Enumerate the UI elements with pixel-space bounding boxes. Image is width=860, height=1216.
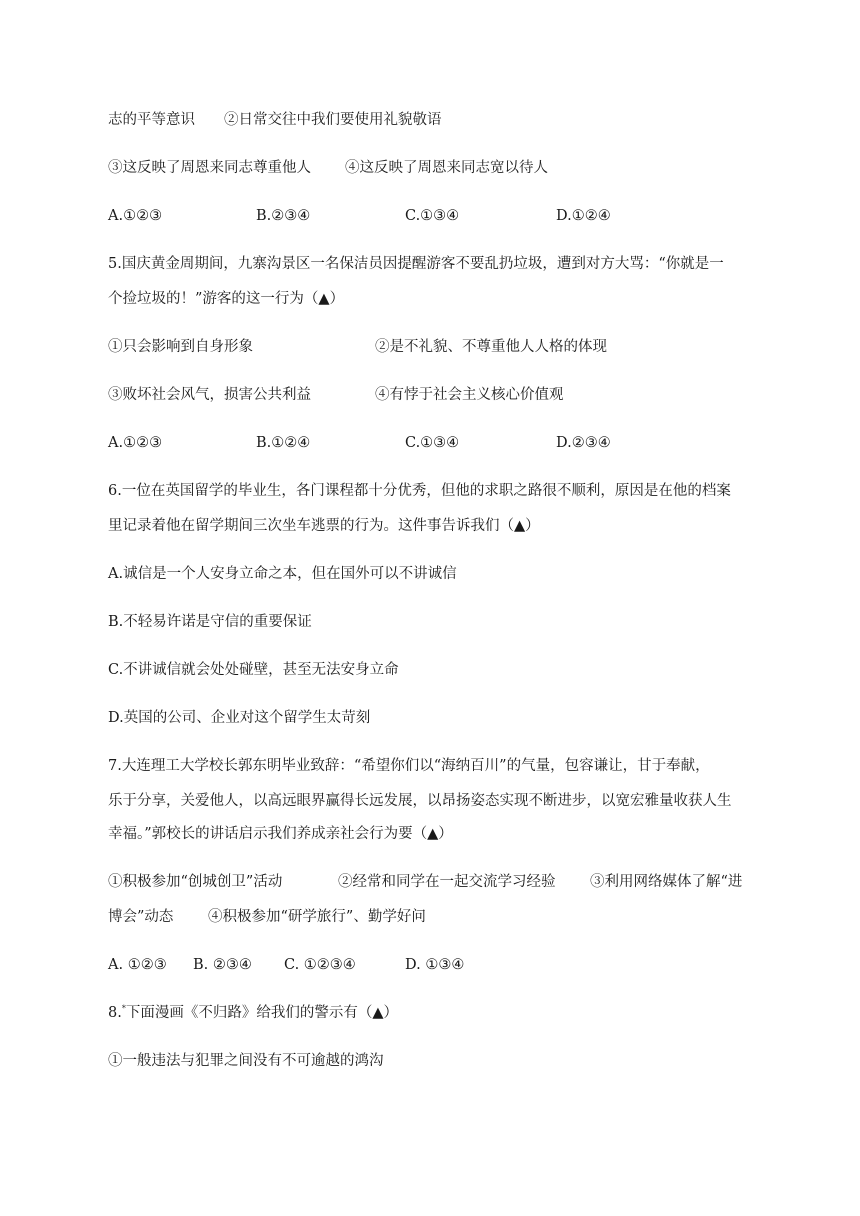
q6-option-b: B.不轻易许诺是守信的重要保证 (108, 614, 312, 630)
q5-option-c: C.①③④ (405, 435, 460, 451)
q5-items-line-2 (108, 385, 564, 405)
q5-stem-line-2: 个捡垃圾的！”游客的这一行为（▲） (108, 291, 345, 307)
q6-option-c: C.不讲诚信就会处处碰壁，甚至无法安身立命 (108, 662, 399, 678)
q7-option-a: A. ①②③ (108, 957, 167, 973)
q5-item-2: ②是不礼貌、不尊重他人人格的体现 (375, 339, 607, 355)
q6-option-a: A.诚信是一个人安身立命之本，但在国外可以不讲诚信 (108, 566, 457, 582)
q5-item-1: ①只会影响到自身形象 (108, 339, 253, 355)
q5-option-a: A.①②③ (108, 435, 163, 451)
q5-stem-line-1: 5.国庆黄金周期间，九寨沟景区一名保洁员因提醒游客不要乱扔垃圾，遭到对方大骂：“你就是一 (108, 256, 724, 272)
q7-item-2: ②经常和同学在一起交流学习经验 (338, 874, 556, 890)
q5-items-line-1 (108, 337, 607, 357)
q4-item-2: ②日常交往中我们要使用礼貌敬语 (224, 112, 442, 128)
q7-stem-line-2: 乐于分享，关爱他人，以高远眼界赢得长远发展，以昂扬姿态实现不断进步，以宽宏雅量收获人生 (108, 793, 732, 809)
q7-option-c: C. ①②③④ (284, 957, 356, 973)
q5-option-d: D.②③④ (556, 435, 611, 451)
q4-option-c: C.①③④ (405, 208, 460, 224)
q7-items-line-1 (108, 872, 743, 892)
q4-items-line-1 (108, 110, 442, 130)
q6-option-d: D.英国的公司、企业对这个留学生太苛刻 (108, 710, 371, 726)
q5-option-b: B.①②④ (256, 435, 311, 451)
q5-item-4: ④有悖于社会主义核心价值观 (375, 387, 564, 403)
q7-item-1: ①积极参加“创城创卫”活动 (108, 874, 283, 890)
q4-option-b: B.②③④ (256, 208, 311, 224)
q7-option-d: D. ①③④ (405, 957, 465, 973)
q8-mark: * (121, 1004, 126, 1014)
q7-item-4: ④积极参加“研学旅行”、勤学好问 (208, 909, 426, 925)
q7-item-3: ③利用网络媒体了解“进 (590, 874, 743, 890)
q8-item-1: ①一般违法与犯罪之间没有不可逾越的鸿沟 (108, 1053, 384, 1069)
q4-items-line-2 (108, 158, 548, 178)
q8-stem-text: 下面漫画《不归路》给我们的警示有（▲） (125, 1005, 398, 1021)
q7-stem-line-1: 7.大连理工大学校长郭东明毕业致辞：“希望你们以“海纳百川”的气量，包容谦让，甘于奉献， (108, 758, 710, 774)
q8-stem (108, 1003, 398, 1023)
q4-item-1-tail: 志的平等意识 (108, 112, 195, 128)
q6-stem-line-2: 里记录着他在留学期间三次坐车逃票的行为。这件事告诉我们（▲） (108, 518, 540, 534)
q4-item-4: ④这反映了周恩来同志宽以待人 (345, 160, 548, 176)
q6-stem-line-1: 6.一位在英国留学的毕业生，各门课程都十分优秀，但他的求职之路很不顺利，原因是在他的档案 (108, 483, 731, 499)
q7-option-b: B. ②③④ (193, 957, 252, 973)
q5-item-3: ③败坏社会风气，损害公共利益 (108, 387, 311, 403)
q7-stem-line-3: 幸福。”郭校长的讲话启示我们养成亲社会行为要（▲） (108, 826, 453, 842)
q4-item-3: ③这反映了周恩来同志尊重他人 (108, 160, 311, 176)
q7-item-3-tail: 博会”动态 (108, 909, 174, 925)
q4-option-a: A.①②③ (108, 208, 163, 224)
q7-items-line-2 (108, 907, 426, 927)
q4-option-d: D.①②④ (556, 208, 611, 224)
q8-number: 8. (108, 1005, 122, 1021)
